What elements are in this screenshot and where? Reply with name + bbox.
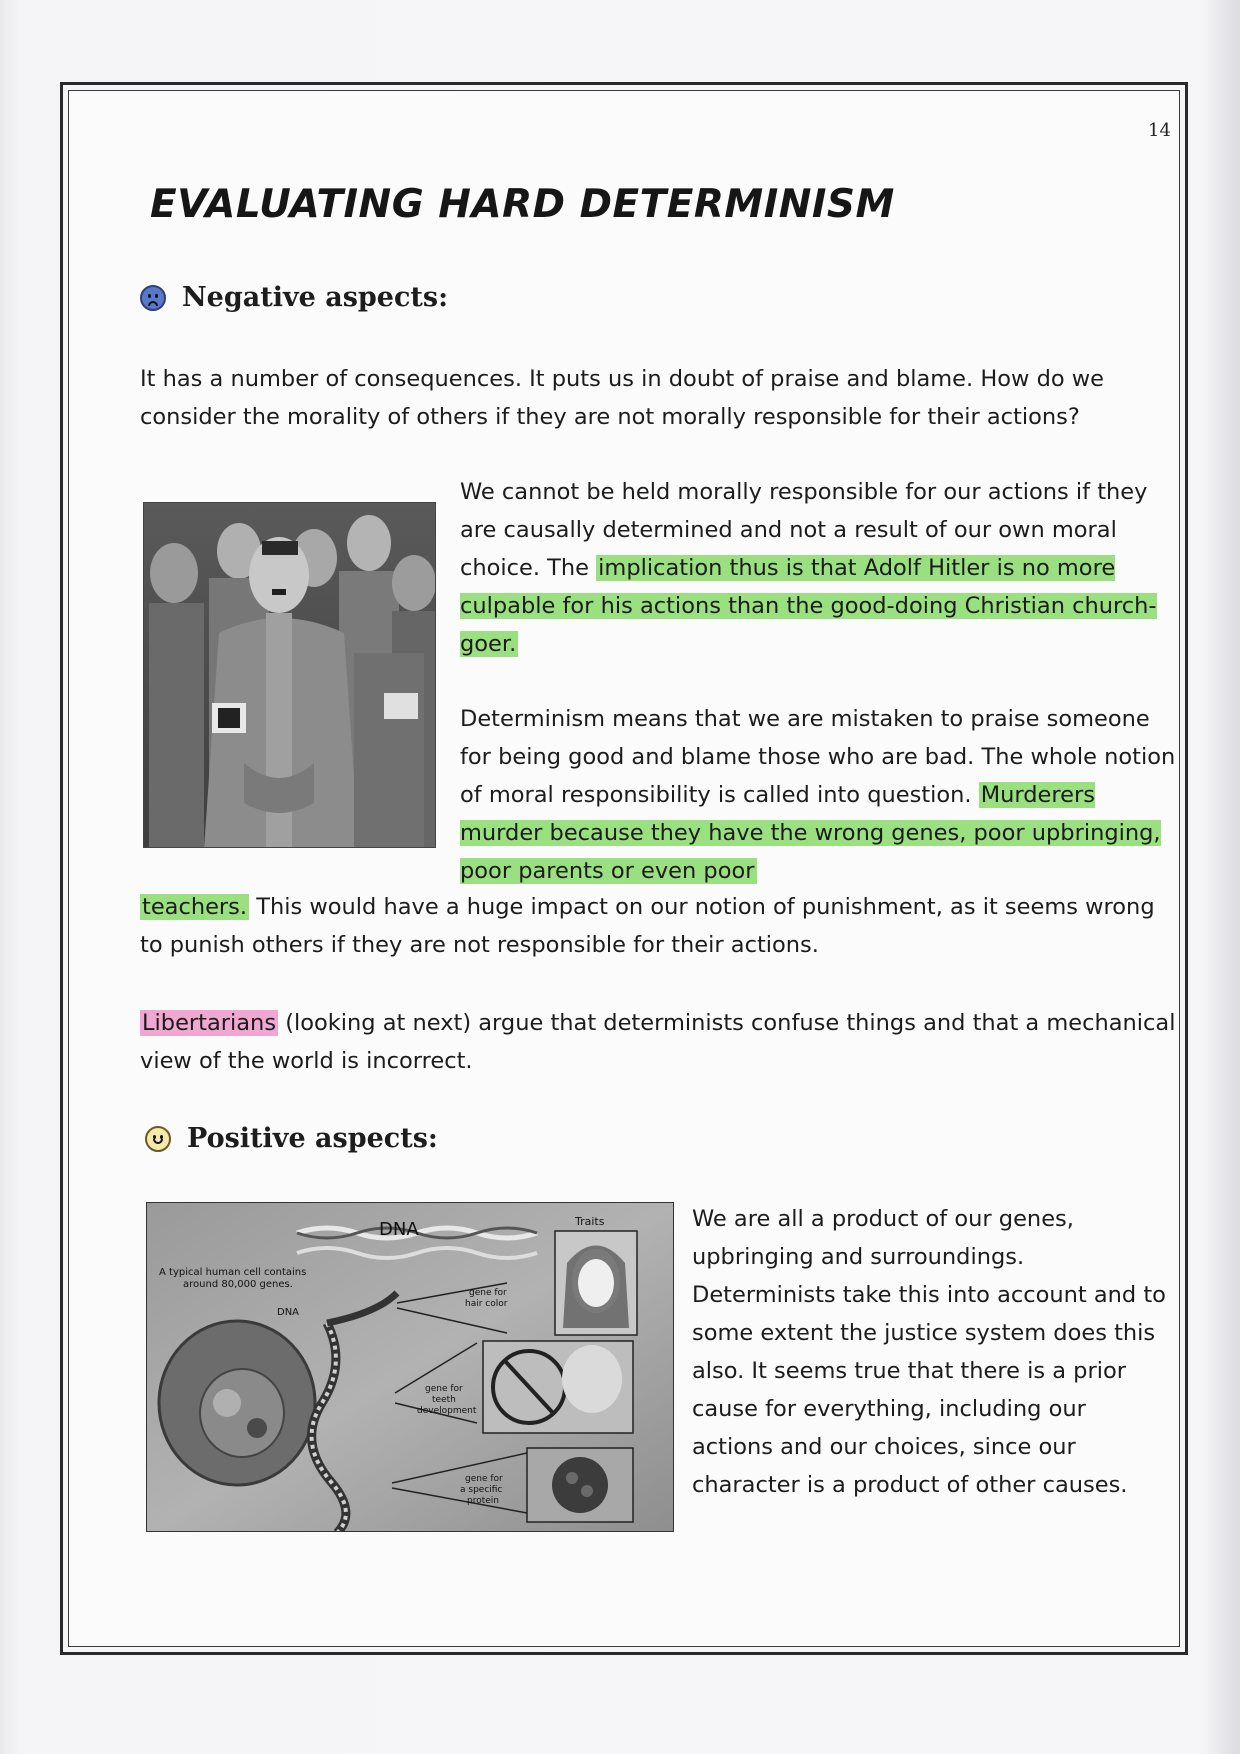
sad-face-icon — [140, 285, 166, 311]
page-title: EVALUATING HARD DETERMINISM — [150, 182, 895, 227]
positive-paragraph: We are all a product of our genes, upbringing and surroundings. Determinists take this into account and to some extent the justice system does this also. It seems true that there is a prior cause for everything, including our actions and our choices, since our character is a product of other causes. — [692, 1206, 1166, 1498]
gene-protein-label-1: gene for — [465, 1474, 503, 1484]
page-number: 14 — [1148, 120, 1171, 141]
positive-aspects-heading — [145, 1123, 438, 1154]
cell-caption-line2: around 80,000 genes. — [183, 1279, 293, 1290]
determinism-paragraph-2-end — [140, 888, 1180, 964]
libertarians-highlight: Libertarians — [142, 1010, 277, 1036]
gene-teeth-label-2: teeth — [432, 1395, 456, 1405]
libertarians-rest: (looking at next) argue that determinists confuse things and that a mechanical view of the world is incorrect. — [140, 1010, 1176, 1074]
para2-highlight-part1: Murderers murder because they have the wrong genes, poor upbringing, poor parents or even poor — [460, 782, 1161, 884]
positive-aspects-label: Positive aspects: — [187, 1123, 438, 1154]
para2-highlight-part2: teachers. — [142, 894, 248, 920]
historical-photo-graphic — [144, 503, 436, 848]
traits-label: Traits — [575, 1215, 605, 1228]
gene-protein-label-2: a specific — [460, 1485, 503, 1495]
negative-aspects-heading — [140, 282, 448, 313]
gene-hair-label-2: hair color — [465, 1299, 508, 1309]
gene-protein-label-3: protein — [467, 1496, 499, 1506]
para2-text: Determinism means that we are mistaken to praise someone for being good and blame those who are bad. The whole notion of moral responsibility is called into question. — [460, 706, 1176, 808]
gene-teeth-label-3: development — [417, 1406, 477, 1416]
para1-highlight: implication thus is that Adolf Hitler is no more culpable for his actions than the good-doing Christian church-goer. — [460, 555, 1157, 657]
dna-strand-label: DNA — [277, 1307, 300, 1318]
determinism-paragraph-2-start — [460, 700, 1180, 884]
determinism-paragraph-1 — [460, 473, 1180, 663]
gene-hair-label-1: gene for — [469, 1288, 507, 1298]
dna-title: DNA — [379, 1219, 419, 1240]
historical-photo — [143, 502, 436, 848]
cell-caption-line1: A typical human cell contains — [159, 1267, 307, 1278]
para1-text: We cannot be held morally responsible for our actions if they are causally determined and not a result of our own moral choice. The — [460, 479, 1148, 581]
negative-intro-paragraph: It has a number of consequences. It puts us in doubt of praise and blame. How do we consider the morality of others if they are not morally responsible for their actions? — [140, 366, 1105, 430]
negative-aspects-label: Negative aspects: — [182, 282, 449, 313]
dna-figure — [146, 1202, 674, 1532]
happy-face-icon — [145, 1126, 171, 1152]
para2-tail: This would have a huge impact on our notion of punishment, as it seems wrong to punish others if they are not responsible for their actions. — [140, 894, 1155, 958]
dna-figure-graphic — [147, 1203, 674, 1532]
libertarians-paragraph — [140, 1004, 1180, 1080]
gene-teeth-label-1: gene for — [425, 1384, 463, 1394]
